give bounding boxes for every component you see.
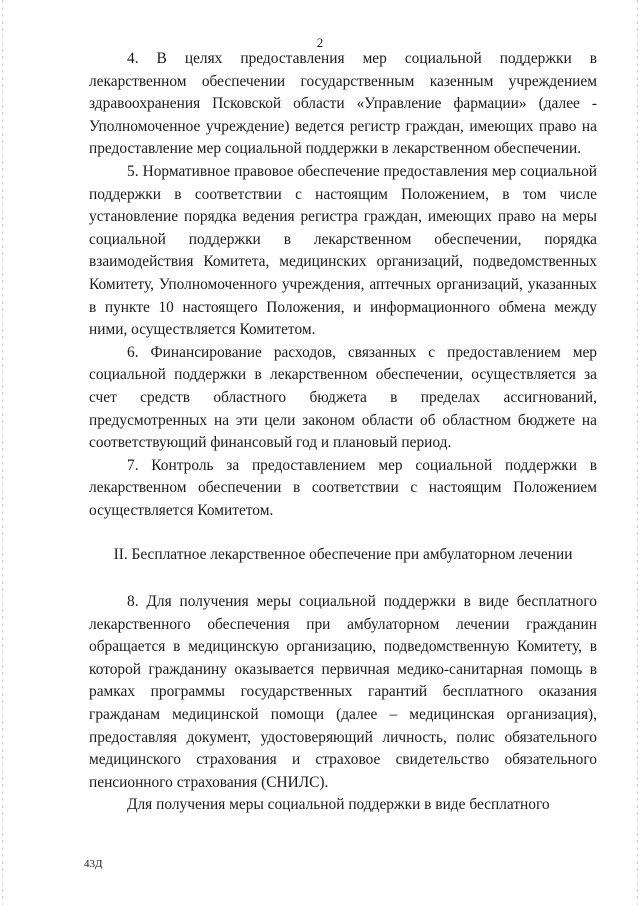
paragraph-7: 7. Контроль за предоставлением мер социальной поддержки в лекарственном обеспечении в соответствии с настоящим Положением осуществляется Комитетом. [89,456,597,519]
paragraph-6: 6. Финансирование расходов, связанных с предоставлением мер социальной поддержки в лекарственном обеспечении, осуществляется за счет средств областного бюджета в пределах ассигнований, предусмотренных на эти цели законом области об областном бюджете на соответствующий финансовый год и плановый период. [89,343,597,452]
page-number: 2 [316,35,324,50]
paragraph-4: 4. В целях предоставления мер социальной поддержки в лекарственном обеспечении государственным казенным учреждением здравоохранения Псковской области «Управление фармации» (далее - Уполномоченное учреждение) ведется регистр граждан, имеющих право на предоставление мер социальной поддержки в лекарственном обеспечении. [89,50,597,158]
footer-code: 43Д [84,858,103,870]
section-heading: II. Бесплатное лекарственное обеспечение при амбулаторном лечении [113,546,573,564]
document-body [89,48,597,817]
paragraph-5: 5. Нормативное правовое обеспечение предоставления мер социальной поддержки в соответствии с настоящим Положением, в том числе установление порядка ведения регистра граждан, имеющих право на меры социальной поддержки в лекарственном обеспечении, порядка взаимодействия Комитета, медицинских организаций, подведомственных Комитету, Уполномоченного учреждения, аптечных организаций, указанных в пункте 10 настоящего Положения, и информационного обмена между ними, осуществляется Комитетом. [89,162,597,339]
scan-edge-right [637,0,638,905]
paragraph-continuation: Для получения меры социальной поддержки в виде бесплатного [127,796,550,814]
scan-edge-left [2,0,3,905]
paragraph-8: 8. Для получения меры социальной поддержки в виде бесплатного лекарственного обеспечения при амбулаторном лечении гражданин обращается в медицинскую организацию, подведомственную Комитету, в которой гражданину оказывается первичная медико-санитарная помощь в рамках программы государственных гарантий бесплатного оказания гражданам медицинской помощи (далее – медицинская организация), предоставляя документ, удостоверяющий личность, полис обязательного медицинского страхования и страховое свидетельство обязательного пенсионного страхования (СНИЛС). [89,593,597,791]
